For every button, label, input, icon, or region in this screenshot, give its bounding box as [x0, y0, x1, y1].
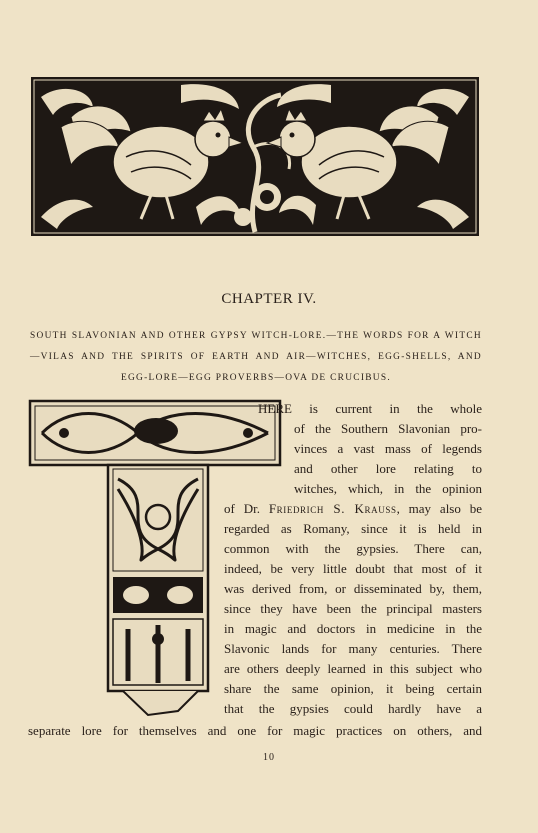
text-line: of the Southern Slavonian pro-: [294, 421, 482, 436]
ornamental-headpiece-two-cocks-icon: [31, 77, 479, 236]
text-line: in magic and doctors in medicine in the: [224, 621, 482, 636]
text-line: share the same opinion, it being certain: [224, 681, 482, 696]
text-fragment: of Dr.: [224, 501, 269, 516]
text-line: that the gypsies could hardly have a: [224, 701, 482, 716]
text-fragment: , may also be: [396, 501, 482, 516]
text-line: regarded as Romany, since it is held in: [224, 521, 482, 536]
page-number: 10: [263, 752, 275, 763]
text-line: was derived from, or disseminated by, them,: [224, 581, 482, 596]
text-line: indeed, be very little doubt that most of it: [224, 561, 482, 576]
text-line: are others deeply learned in this subject who: [224, 661, 482, 676]
text-line: since they have been the principal masters: [224, 601, 482, 616]
text-line: and other lore relating to: [294, 461, 482, 476]
text-line: HERE is current in the whole: [258, 401, 482, 416]
text-line: [224, 499, 482, 519]
chapter-summary: SOUTH SLAVONIAN AND OTHER GYPSY WITCH-LORE.—THE WORDS FOR A WITCH—VILAS AND THE SPIRITS OF EARTH AND AIR—WITCHES, EGG-SHELLS, AND EGG-LORE—EGG PROVERBS—OVA DE CRUCIBUS.: [30, 331, 482, 383]
author-name: Friedrich S. Krauss: [268, 501, 397, 516]
text-line: vinces a vast mass of legends: [294, 441, 482, 456]
text-line: common with the gypsies. There can,: [224, 541, 482, 556]
text-line: witches, which, in the opinion: [294, 481, 482, 496]
chapter-heading: CHAPTER IV.: [221, 291, 317, 307]
text-line: separate lore for themselves and one for magic practices on others, and: [28, 723, 482, 738]
text-line: Slavonic lands for many centuries. There: [224, 641, 482, 656]
